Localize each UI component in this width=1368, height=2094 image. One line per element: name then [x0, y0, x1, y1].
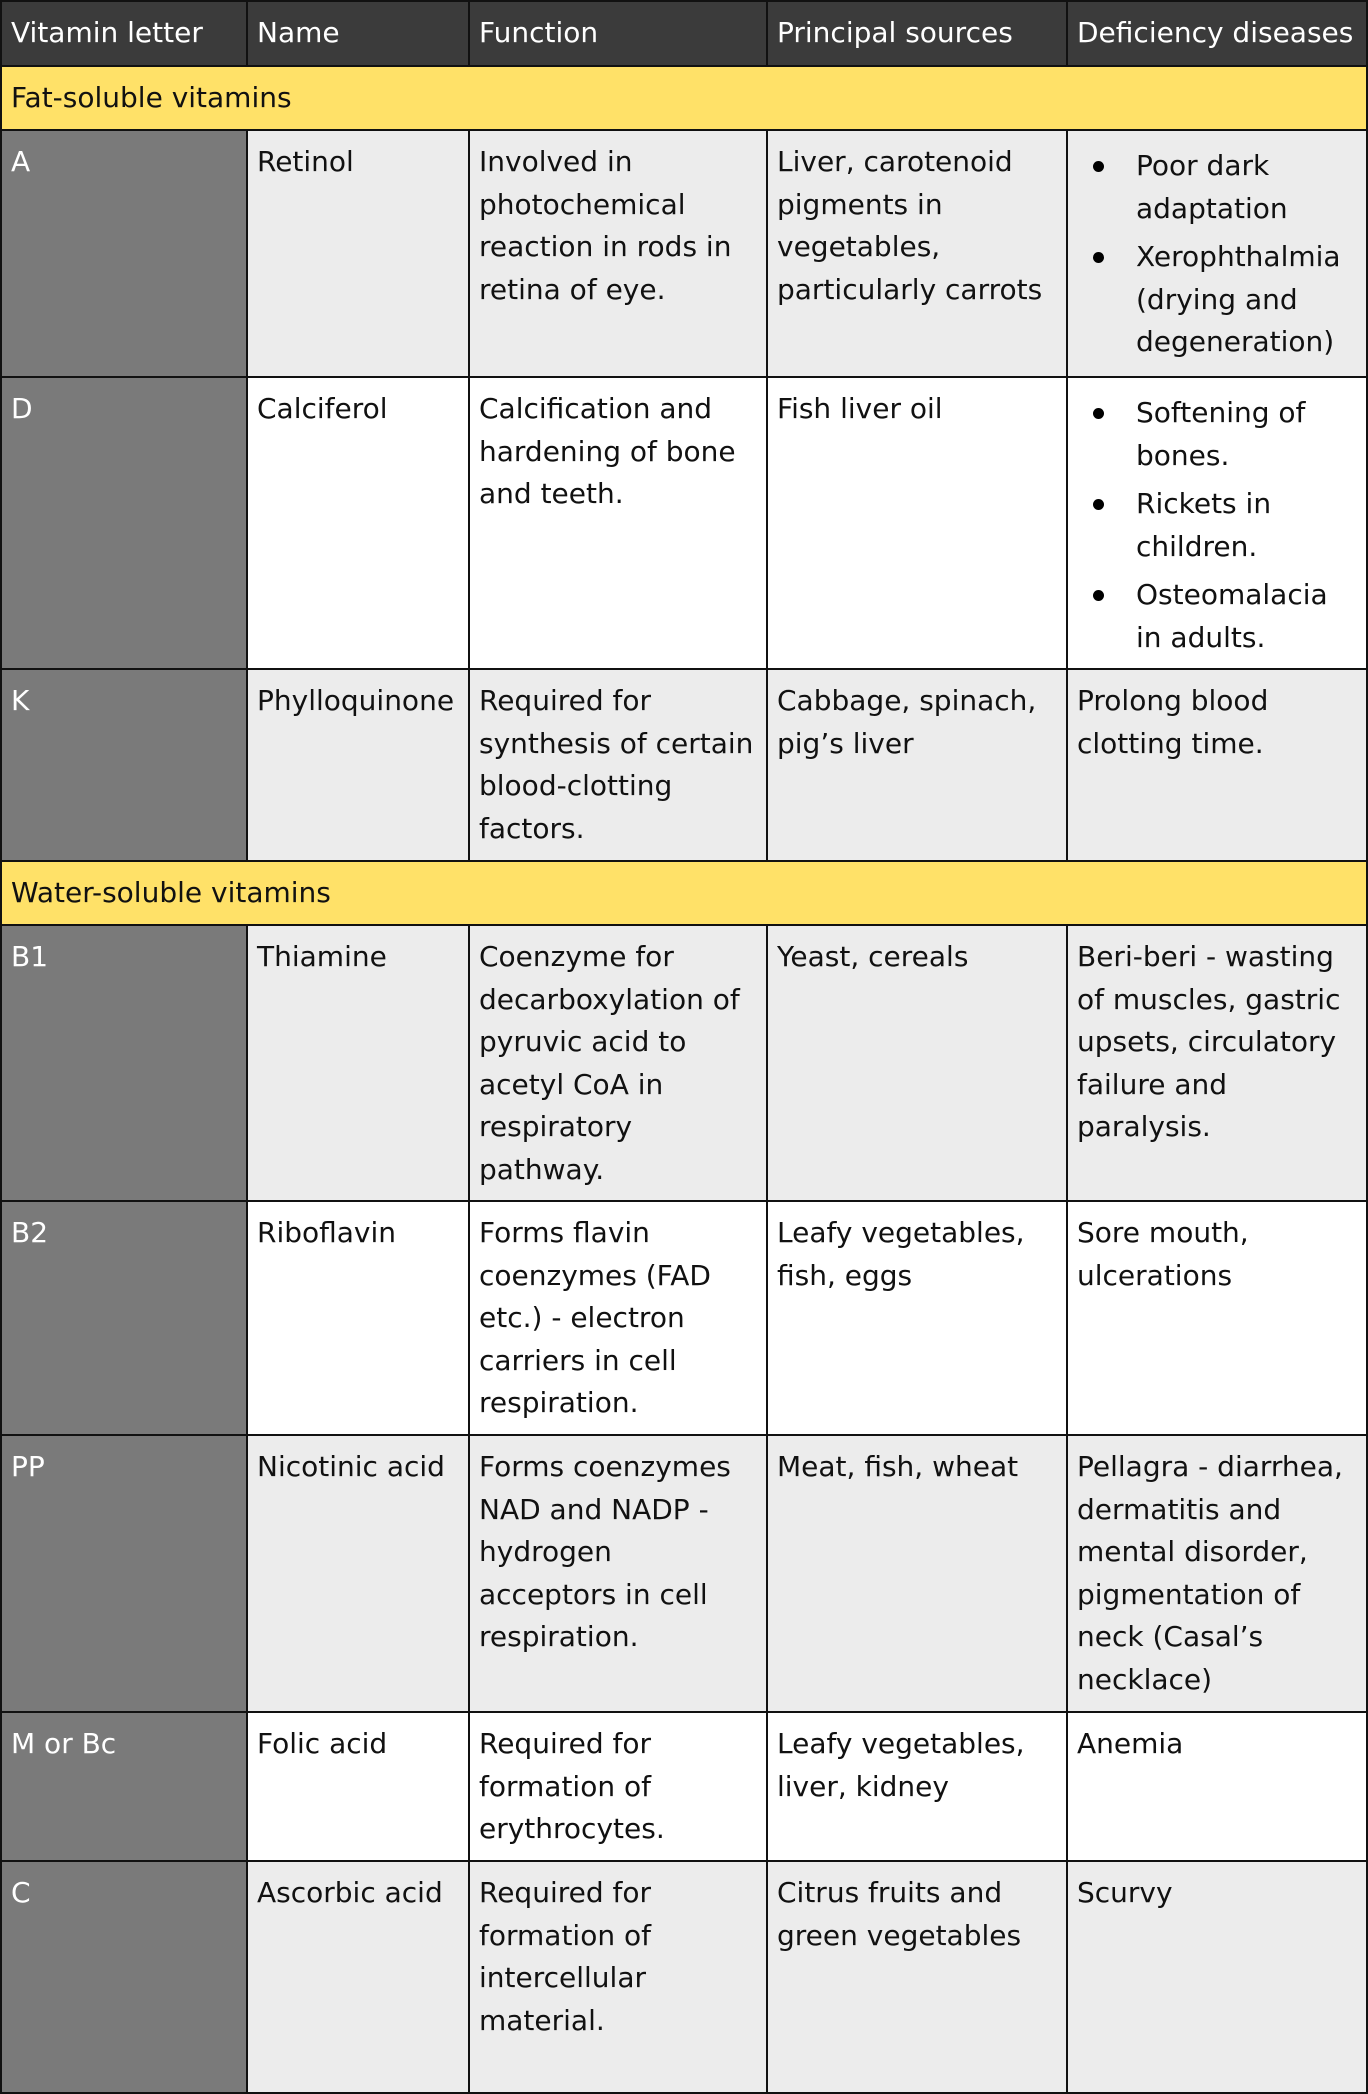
header-name: Name	[247, 1, 469, 66]
vitamin-sources-cell: Fish liver oil	[767, 377, 1067, 669]
vitamin-function-cell: Required for formation of intercellular material.	[469, 1861, 767, 2093]
vitamin-letter-cell: D	[1, 377, 247, 669]
list-item	[1077, 483, 1357, 568]
vitamin-name-cell: Ascorbic acid	[247, 1861, 469, 2093]
vitamin-deficiency-cell: Prolong blood clotting time.	[1067, 669, 1367, 861]
list-item	[1077, 392, 1357, 477]
vitamin-name-cell: Phylloquinone	[247, 669, 469, 861]
table-row	[1, 669, 1367, 861]
table-row	[1, 1712, 1367, 1861]
deficiency-item-text: Poor dark adaptation	[1136, 149, 1288, 225]
section-row-fat-soluble	[1, 66, 1367, 130]
vitamin-name-cell: Retinol	[247, 130, 469, 377]
vitamin-deficiency-cell	[1067, 377, 1367, 669]
table-header-row	[1, 1, 1367, 66]
vitamin-function-cell: Coenzyme for decarboxylation of pyruvic acid to acetyl CoA in respiratory pathway.	[469, 925, 767, 1201]
bullet-icon	[1093, 161, 1104, 172]
vitamin-letter-cell: C	[1, 1861, 247, 2093]
vitamin-name-cell: Nicotinic acid	[247, 1435, 469, 1712]
vitamin-sources-cell: Citrus fruits and green vegetables	[767, 1861, 1067, 2093]
header-function: Function	[469, 1, 767, 66]
header-vitamin-letter: Vitamin letter	[1, 1, 247, 66]
vitamin-letter-cell: M or Bc	[1, 1712, 247, 1861]
vitamin-name-cell: Riboflavin	[247, 1201, 469, 1435]
section-row-water-soluble	[1, 861, 1367, 925]
table-row	[1, 1201, 1367, 1435]
bullet-icon	[1093, 499, 1104, 510]
table-row	[1, 1435, 1367, 1712]
table-row	[1, 1861, 1367, 2093]
vitamin-deficiency-cell: Anemia	[1067, 1712, 1367, 1861]
vitamin-function-cell: Forms coenzymes NAD and NADP - hydrogen acceptors in cell respiration.	[469, 1435, 767, 1712]
vitamin-sources-cell: Leafy vegetables, liver, kidney	[767, 1712, 1067, 1861]
vitamin-deficiency-cell	[1067, 130, 1367, 377]
deficiency-item-text: Xerophthalmia (drying and degeneration)	[1136, 240, 1341, 358]
deficiency-item-text: Osteomalacia in adults.	[1136, 578, 1328, 654]
vitamin-deficiency-cell: Sore mouth, ulcerations	[1067, 1201, 1367, 1435]
list-item	[1077, 574, 1357, 659]
vitamin-letter-cell: A	[1, 130, 247, 377]
bullet-icon	[1093, 590, 1104, 601]
header-deficiency-diseases: Deficiency diseases	[1067, 1, 1367, 66]
vitamin-sources-cell: Leafy vegetables, fish, eggs	[767, 1201, 1067, 1435]
bullet-icon	[1093, 408, 1104, 419]
bullet-icon	[1093, 252, 1104, 263]
deficiency-item-text: Softening of bones.	[1136, 396, 1306, 472]
vitamin-deficiency-cell: Scurvy	[1067, 1861, 1367, 2093]
vitamin-letter-cell: PP	[1, 1435, 247, 1712]
vitamin-deficiency-cell: Beri-beri - wasting of muscles, gastric upsets, circulatory failure and paralysis.	[1067, 925, 1367, 1201]
table-row	[1, 130, 1367, 377]
vitamin-sources-cell: Yeast, cereals	[767, 925, 1067, 1201]
vitamin-name-cell: Calciferol	[247, 377, 469, 669]
list-item	[1077, 145, 1357, 230]
vitamin-sources-cell: Meat, fish, wheat	[767, 1435, 1067, 1712]
table-row	[1, 377, 1367, 669]
section-title: Fat-soluble vitamins	[1, 66, 1367, 130]
table-row	[1, 925, 1367, 1201]
section-title: Water-soluble vitamins	[1, 861, 1367, 925]
vitamin-deficiency-cell: Pellagra - diarrhea, dermatitis and mental disorder, pigmentation of neck (Casal’s necklace)	[1067, 1435, 1367, 1712]
vitamin-name-cell: Thiamine	[247, 925, 469, 1201]
vitamin-name-cell: Folic acid	[247, 1712, 469, 1861]
vitamin-letter-cell: B1	[1, 925, 247, 1201]
deficiency-list	[1077, 145, 1357, 364]
header-principal-sources: Principal sources	[767, 1, 1067, 66]
vitamin-function-cell: Required for synthesis of certain blood-clotting factors.	[469, 669, 767, 861]
vitamin-function-cell: Calcification and hardening of bone and teeth.	[469, 377, 767, 669]
deficiency-item-text: Rickets in children.	[1136, 487, 1272, 563]
vitamin-sources-cell: Liver, carotenoid pigments in vegetables, particularly carrots	[767, 130, 1067, 377]
vitamin-letter-cell: K	[1, 669, 247, 861]
vitamin-function-cell: Forms flavin coenzymes (FAD etc.) - electron carriers in cell respiration.	[469, 1201, 767, 1435]
vitamin-function-cell: Required for formation of erythrocytes.	[469, 1712, 767, 1861]
list-item	[1077, 236, 1357, 364]
vitamin-function-cell: Involved in photochemical reaction in rods in retina of eye.	[469, 130, 767, 377]
vitamin-letter-cell: B2	[1, 1201, 247, 1435]
deficiency-list	[1077, 392, 1357, 659]
vitamin-sources-cell: Cabbage, spinach, pig’s liver	[767, 669, 1067, 861]
